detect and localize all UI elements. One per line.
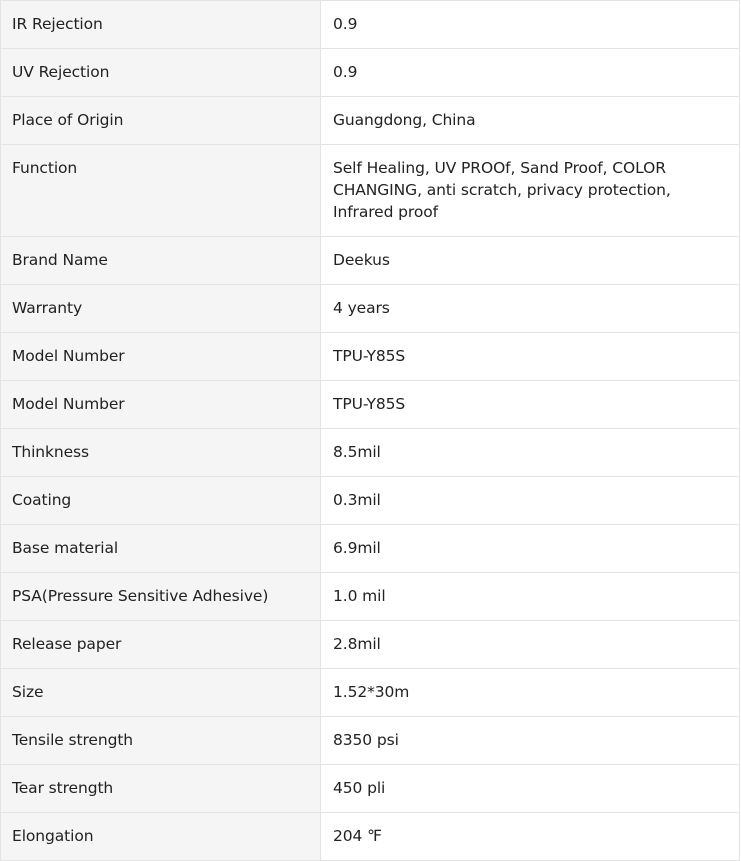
table-row	[1, 477, 740, 525]
table-row	[1, 145, 740, 237]
table-row	[1, 669, 740, 717]
spec-label: Base material	[1, 525, 321, 573]
spec-label: Model Number	[1, 381, 321, 429]
spec-label: Place of Origin	[1, 97, 321, 145]
spec-value: 0.9	[321, 1, 740, 49]
spec-value: 0.3mil	[321, 477, 740, 525]
table-row	[1, 813, 740, 861]
table-row	[1, 237, 740, 285]
table-row	[1, 285, 740, 333]
spec-label: Release paper	[1, 621, 321, 669]
spec-value: 450 pli	[321, 765, 740, 813]
spec-value: Deekus	[321, 237, 740, 285]
specification-table-body	[1, 1, 740, 861]
spec-label: Tensile strength	[1, 717, 321, 765]
spec-value: 1.0 mil	[321, 573, 740, 621]
table-row	[1, 49, 740, 97]
table-row	[1, 717, 740, 765]
spec-value: TPU-Y85S	[321, 333, 740, 381]
spec-label: IR Rejection	[1, 1, 321, 49]
spec-label: Function	[1, 145, 321, 237]
spec-label: Tear strength	[1, 765, 321, 813]
spec-value: 204 ℉	[321, 813, 740, 861]
spec-label: Brand Name	[1, 237, 321, 285]
spec-value: 8.5mil	[321, 429, 740, 477]
table-row	[1, 381, 740, 429]
spec-value: 8350 psi	[321, 717, 740, 765]
spec-value: 6.9mil	[321, 525, 740, 573]
table-row	[1, 429, 740, 477]
spec-label: Size	[1, 669, 321, 717]
spec-value: Self Healing, UV PROOf, Sand Proof, COLOR CHANGING, anti scratch, privacy protection, Infrared proof	[321, 145, 740, 237]
table-row	[1, 621, 740, 669]
spec-label: Thinkness	[1, 429, 321, 477]
spec-value: TPU-Y85S	[321, 381, 740, 429]
spec-label: Elongation	[1, 813, 321, 861]
spec-value: Guangdong, China	[321, 97, 740, 145]
spec-label: Model Number	[1, 333, 321, 381]
table-row	[1, 765, 740, 813]
spec-value: 4 years	[321, 285, 740, 333]
spec-label: UV Rejection	[1, 49, 321, 97]
table-row	[1, 573, 740, 621]
spec-label: Warranty	[1, 285, 321, 333]
table-row	[1, 1, 740, 49]
table-row	[1, 333, 740, 381]
spec-label: Coating	[1, 477, 321, 525]
spec-value: 2.8mil	[321, 621, 740, 669]
spec-value: 0.9	[321, 49, 740, 97]
table-row	[1, 525, 740, 573]
spec-label: PSA(Pressure Sensitive Adhesive)	[1, 573, 321, 621]
table-row	[1, 97, 740, 145]
spec-value: 1.52*30m	[321, 669, 740, 717]
